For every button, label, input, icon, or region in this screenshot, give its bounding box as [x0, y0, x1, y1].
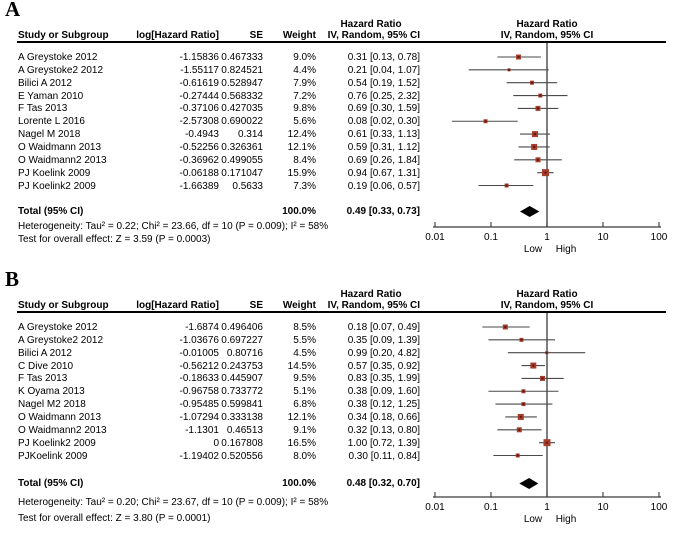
- hr-marker-center: [537, 159, 539, 161]
- study-name-cell: A Greystoke 2012: [18, 52, 98, 63]
- hr-marker-center: [532, 365, 534, 367]
- study-name-cell: K Oyama 2013: [18, 386, 85, 398]
- ci-cell: 0.61 [0.33, 1.13]: [347, 129, 420, 141]
- loghr-cell: -0.4943: [185, 129, 219, 141]
- high-label: High: [555, 244, 577, 255]
- weight-cell: 5.1%: [293, 386, 316, 398]
- ci-cell: 0.99 [0.20, 4.82]: [347, 347, 420, 359]
- loghr-cell: 0: [213, 437, 219, 449]
- total-diamond: [519, 478, 538, 489]
- weight-cell: 12.1%: [287, 411, 316, 423]
- loghr-cell: -0.95485: [179, 399, 219, 411]
- axis-tick-label: 10: [597, 502, 609, 513]
- se-cell: 0.5633: [232, 180, 263, 192]
- hr-marker-center: [508, 69, 510, 71]
- se-cell: 0.496406: [221, 322, 263, 333]
- total-label: Total (95% CI): [18, 206, 84, 217]
- study-name-cell: A Greystoke2 2012: [18, 64, 104, 76]
- hr-marker-center: [485, 120, 487, 122]
- loghr-cell: -1.55117: [180, 64, 219, 76]
- se-cell: 0.528947: [221, 77, 263, 89]
- weight-cell: 16.5%: [287, 437, 316, 449]
- hr-marker: [532, 131, 538, 137]
- study-name-cell: O Waidmann 2013: [18, 411, 102, 423]
- weight-cell: 15.9%: [287, 167, 316, 179]
- loghr-column-header: log[Hazard Ratio]: [136, 30, 219, 41]
- heterogeneity-note: Heterogeneity: Tau² = 0.20; Chi² = 23.67, df = 10 (P = 0.009); I² = 58%: [18, 497, 329, 508]
- study-name-cell: A Greystoke 2012: [18, 322, 98, 333]
- se-cell: 0.824521: [221, 64, 263, 76]
- study-column-header: Study or Subgroup: [18, 300, 109, 311]
- weight-cell: 7.3%: [293, 180, 316, 192]
- hr-marker-center: [520, 339, 522, 341]
- se-cell: 0.599841: [221, 399, 263, 411]
- hr-marker: [535, 157, 540, 162]
- weight-cell: 9.1%: [293, 424, 316, 436]
- se-column-header: SE: [249, 300, 263, 311]
- study-name-cell: O Waidmann2 2013: [18, 424, 107, 436]
- hazard-ratio-plot-header: Hazard Ratio: [516, 19, 578, 30]
- axis-tick-label: 1: [544, 232, 550, 243]
- header-rule: [17, 41, 666, 43]
- ci-cell: 0.38 [0.12, 1.25]: [347, 399, 420, 411]
- se-cell: 0.314: [237, 129, 263, 141]
- overall-effect-note: Test for overall effect: Z = 3.59 (P = 0.0003): [18, 234, 211, 245]
- se-cell: 0.427035: [221, 103, 263, 115]
- panel-a-label: A: [5, 0, 21, 21]
- ci-cell: 0.59 [0.31, 1.12]: [347, 141, 420, 153]
- low-label: Low: [523, 244, 543, 255]
- se-cell: 0.445907: [221, 373, 263, 385]
- ci-cell: 0.76 [0.25, 2.32]: [347, 90, 420, 102]
- ci-cell: 0.19 [0.06, 0.57]: [347, 180, 420, 192]
- hr-marker-center: [539, 95, 541, 97]
- axis-tick-label: 0.01: [425, 502, 445, 513]
- loghr-cell: -1.03676: [179, 334, 219, 346]
- ci-cell: 0.54 [0.19, 1.52]: [347, 77, 420, 89]
- hazard-ratio-table-header: Hazard Ratio: [340, 19, 402, 30]
- study-column-header: Study or Subgroup: [18, 30, 109, 41]
- axis-tick-label: 0.1: [484, 232, 498, 243]
- se-cell: 0.697227: [221, 334, 263, 346]
- hr-marker-center: [541, 377, 543, 379]
- hr-marker-center: [533, 146, 535, 148]
- weight-cell: 12.1%: [287, 141, 316, 153]
- hr-marker-center: [544, 172, 546, 174]
- hr-marker-center: [546, 352, 548, 354]
- hr-marker: [517, 427, 522, 432]
- weight-cell: 8.5%: [293, 322, 316, 333]
- study-name-cell: Lorente L 2016: [18, 116, 85, 128]
- low-label: Low: [523, 514, 543, 525]
- se-cell: 0.80716: [226, 347, 263, 359]
- loghr-column-header: log[Hazard Ratio]: [136, 300, 219, 311]
- ci-cell: 0.35 [0.09, 1.39]: [347, 334, 420, 346]
- hr-marker: [516, 454, 520, 458]
- total-weight: 100.0%: [282, 206, 316, 217]
- ci-cell: 0.69 [0.30, 1.59]: [347, 103, 420, 115]
- total-diamond: [520, 206, 539, 217]
- overall-effect-note: Test for overall effect: Z = 3.80 (P = 0.0001): [18, 513, 211, 524]
- total-label: Total (95% CI): [18, 478, 84, 489]
- loghr-cell: -0.36962: [179, 154, 219, 166]
- loghr-cell: -0.61619: [179, 77, 219, 89]
- loghr-cell: -1.19402: [179, 450, 219, 462]
- weight-cell: 5.6%: [293, 116, 316, 128]
- loghr-cell: -0.37106: [179, 103, 219, 115]
- se-cell: 0.326361: [221, 141, 263, 153]
- weight-cell: 8.0%: [293, 450, 316, 462]
- hr-marker: [508, 68, 511, 71]
- hr-marker: [530, 363, 536, 369]
- hr-marker: [535, 106, 540, 111]
- hr-marker: [518, 414, 524, 420]
- hr-marker-center: [517, 455, 519, 457]
- study-name-cell: A Greystoke2 2012: [18, 334, 104, 346]
- total-ci: 0.48 [0.32, 0.70]: [346, 478, 420, 489]
- weight-column-header: Weight: [282, 300, 316, 311]
- hr-marker: [531, 144, 537, 150]
- hr-marker: [542, 169, 549, 176]
- header-rule: [17, 311, 666, 313]
- study-name-cell: F Tas 2013: [18, 373, 68, 385]
- hr-marker-center: [537, 107, 539, 109]
- hr-marker: [505, 184, 509, 188]
- panel-b-label: B: [5, 267, 20, 291]
- se-cell: 0.333138: [221, 411, 263, 423]
- hazard-ratio-table-header: Hazard Ratio: [340, 289, 402, 300]
- ci-column-header: IV, Random, 95% CI: [327, 300, 420, 311]
- study-name-cell: O Waidmann 2013: [18, 141, 102, 153]
- loghr-cell: -1.15836: [179, 52, 219, 63]
- axis-tick-label: 0.1: [484, 502, 498, 513]
- ci-cell: 0.69 [0.26, 1.84]: [347, 154, 420, 166]
- axis-tick-label: 1: [544, 502, 550, 513]
- hr-marker: [503, 325, 508, 330]
- ci-cell: 0.38 [0.09, 1.60]: [347, 386, 420, 398]
- loghr-cell: -1.1301: [185, 424, 219, 436]
- loghr-cell: -0.96758: [179, 386, 219, 398]
- se-cell: 0.499055: [221, 154, 263, 166]
- loghr-cell: -0.56212: [179, 360, 219, 372]
- weight-cell: 12.4%: [287, 129, 316, 141]
- ci-cell: 0.21 [0.04, 1.07]: [347, 64, 420, 76]
- hr-marker-center: [534, 133, 536, 135]
- hr-marker: [521, 389, 525, 393]
- hr-marker-center: [506, 185, 508, 187]
- study-name-cell: F Tas 2013: [18, 103, 68, 115]
- se-cell: 0.690022: [221, 116, 263, 128]
- hr-marker: [519, 338, 523, 342]
- ci-plot-header: IV, Random, 95% CI: [500, 30, 594, 41]
- study-name-cell: PJ Koelink 2009: [18, 167, 91, 179]
- ci-plot-header: IV, Random, 95% CI: [500, 300, 594, 311]
- hazard-ratio-plot-header: Hazard Ratio: [516, 289, 578, 300]
- se-cell: 0.733772: [221, 386, 263, 398]
- ci-cell: 1.00 [0.72, 1.39]: [347, 437, 420, 449]
- hr-marker: [538, 94, 542, 98]
- study-name-cell: C Dive 2010: [18, 360, 74, 372]
- ci-cell: 0.18 [0.07, 0.49]: [347, 322, 420, 333]
- weight-cell: 9.0%: [293, 52, 316, 63]
- high-label: High: [555, 514, 577, 525]
- hr-marker-center: [518, 56, 520, 58]
- loghr-cell: -0.06188: [179, 167, 219, 179]
- loghr-cell: -0.27444: [179, 90, 219, 102]
- ci-cell: 0.57 [0.35, 0.92]: [347, 360, 420, 372]
- heterogeneity-note: Heterogeneity: Tau² = 0.22; Chi² = 23.66, df = 10 (P = 0.009); I² = 58%: [18, 221, 329, 232]
- weight-cell: 8.4%: [293, 154, 316, 166]
- se-column-header: SE: [249, 30, 263, 41]
- study-name-cell: PJ Koelink2 2009: [18, 180, 96, 192]
- total-ci: 0.49 [0.33, 0.73]: [346, 206, 420, 217]
- study-name-cell: Nagel M2 2018: [18, 399, 86, 411]
- axis-tick-label: 100: [650, 232, 668, 243]
- hr-marker: [545, 351, 548, 354]
- se-cell: 0.167808: [221, 437, 263, 449]
- ci-cell: 0.34 [0.18, 0.66]: [347, 411, 420, 423]
- hr-marker-center: [522, 403, 524, 405]
- hr-marker-center: [518, 429, 520, 431]
- weight-cell: 6.8%: [293, 399, 316, 411]
- hr-marker: [540, 376, 545, 381]
- ci-cell: 0.08 [0.02, 0.30]: [347, 116, 420, 128]
- panel-b: [0, 267, 674, 533]
- hr-marker-center: [520, 416, 522, 418]
- study-name-cell: Bilici A 2012: [18, 77, 72, 89]
- ci-cell: 0.83 [0.35, 1.99]: [347, 373, 420, 385]
- hr-marker: [516, 55, 521, 60]
- loghr-cell: -0.18633: [179, 373, 219, 385]
- hr-marker-center: [531, 82, 533, 84]
- se-cell: 0.520556: [221, 450, 263, 462]
- loghr-cell: -0.52256: [179, 141, 219, 153]
- se-cell: 0.243753: [221, 360, 263, 372]
- se-cell: 0.568332: [221, 90, 263, 102]
- se-cell: 0.46513: [226, 424, 263, 436]
- study-name-cell: PJKoelink 2009: [18, 450, 88, 462]
- ci-column-header: IV, Random, 95% CI: [327, 30, 420, 41]
- loghr-cell: -0.01005: [179, 347, 219, 359]
- loghr-cell: -1.66389: [179, 180, 219, 192]
- weight-cell: 5.5%: [293, 334, 316, 346]
- weight-cell: 7.2%: [293, 90, 316, 102]
- weight-cell: 14.5%: [287, 360, 316, 372]
- loghr-cell: -1.07294: [179, 411, 219, 423]
- ci-cell: 0.31 [0.13, 0.78]: [347, 52, 420, 63]
- study-name-cell: PJ Koelink2 2009: [18, 437, 96, 449]
- study-name-cell: Nagel M 2018: [18, 129, 81, 141]
- hr-marker-center: [522, 390, 524, 392]
- axis-tick-label: 100: [650, 502, 668, 513]
- study-name-cell: Bilici A 2012: [18, 347, 72, 359]
- axis-tick-label: 0.01: [425, 232, 445, 243]
- hr-marker: [484, 119, 488, 123]
- weight-cell: 9.5%: [293, 373, 316, 385]
- study-name-cell: E Yaman 2010: [18, 90, 84, 102]
- loghr-cell: -1.6874: [185, 322, 219, 333]
- hr-marker: [530, 81, 534, 85]
- hr-marker: [544, 439, 551, 446]
- study-name-cell: O Waidmann2 2013: [18, 154, 107, 166]
- weight-cell: 4.5%: [293, 347, 316, 359]
- ci-cell: 0.30 [0.11, 0.84]: [348, 450, 420, 462]
- total-weight: 100.0%: [282, 478, 316, 489]
- axis-tick-label: 10: [597, 232, 609, 243]
- weight-cell: 9.8%: [293, 103, 316, 115]
- weight-cell: 4.4%: [293, 64, 316, 76]
- weight-column-header: Weight: [282, 30, 316, 41]
- hr-marker-center: [546, 442, 548, 444]
- hr-marker: [521, 402, 525, 406]
- weight-cell: 7.9%: [293, 77, 316, 89]
- ci-cell: 0.32 [0.13, 0.80]: [347, 424, 420, 436]
- hr-marker-center: [504, 326, 506, 328]
- ci-cell: 0.94 [0.67, 1.31]: [347, 167, 420, 179]
- se-cell: 0.171047: [221, 167, 263, 179]
- loghr-cell: -2.57308: [179, 116, 219, 128]
- se-cell: 0.467333: [221, 52, 263, 63]
